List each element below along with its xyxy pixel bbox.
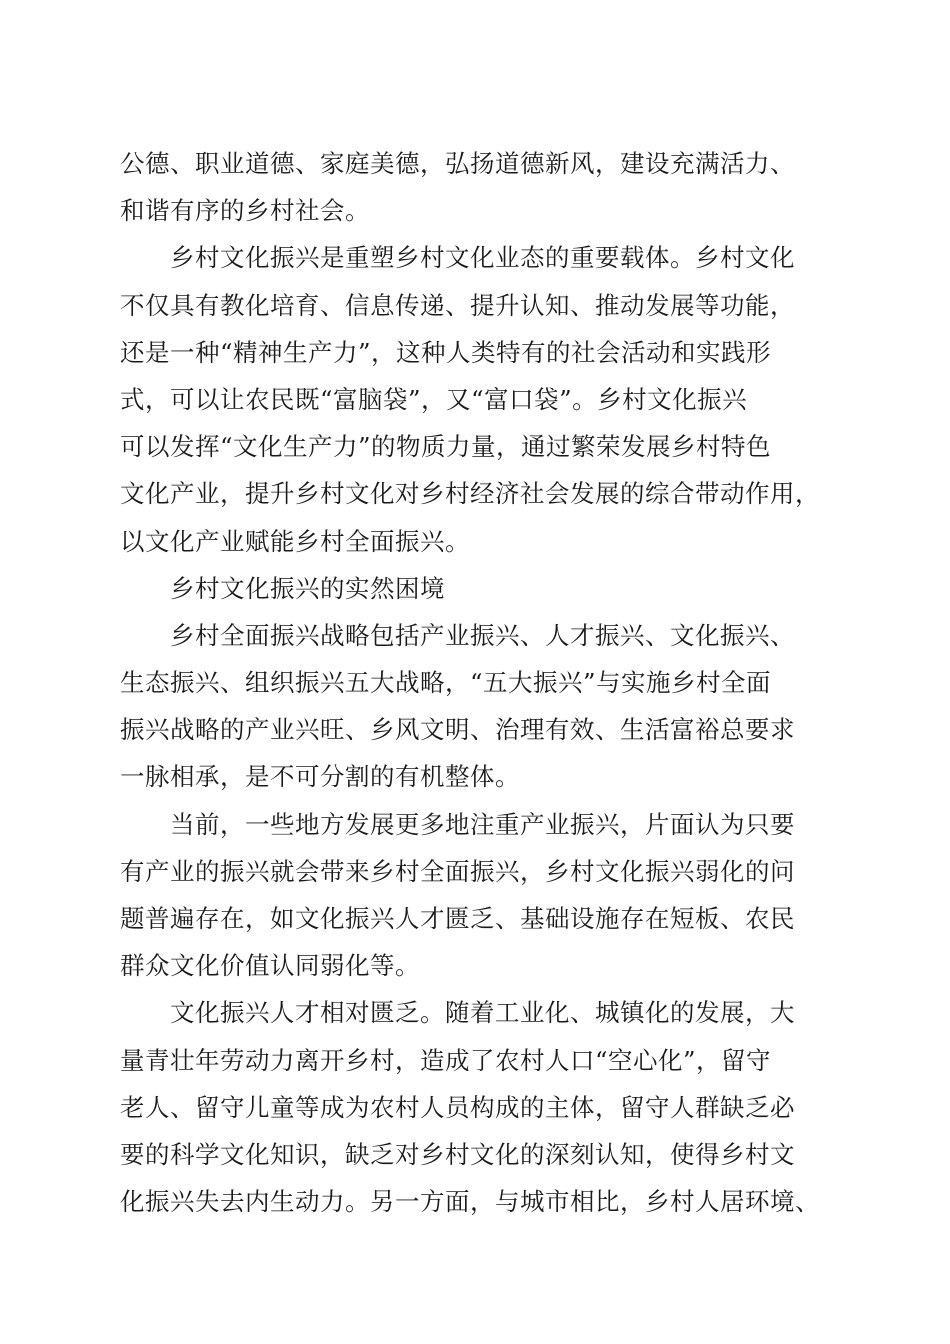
text-line: 老人、留守儿童等成为农村人员构成的主体，留守人群缺乏必 xyxy=(120,1092,795,1122)
text-line: 量青壮年劳动力离开乡村，造成了农村人口“空心化”，留守 xyxy=(120,1045,772,1075)
text-line: 乡村全面振兴战略包括产业振兴、人才振兴、文化振兴、 xyxy=(170,620,795,650)
text-line: 有产业的振兴就会带来乡村全面振兴，乡村文化振兴弱化的问 xyxy=(120,856,795,886)
text-line: 群众文化价值认同弱化等。 xyxy=(120,951,420,981)
text-line: 公德、职业道德、家庭美德，弘扬道德新风，建设充满活力、 xyxy=(120,149,795,178)
text-line: 文化产业，提升乡村文化对乡村经济社会发展的综合带动作用， xyxy=(120,479,820,509)
text-line: 还是一种“精神生产力”，这种人类特有的社会活动和实践形 xyxy=(120,337,772,367)
text-line: 和谐有序的乡村社会。 xyxy=(120,196,370,226)
heading-text: 乡村文化振兴的实然困境 xyxy=(170,573,445,603)
text-line: 乡村文化振兴是重塑乡村文化业态的重要载体。乡村文化 xyxy=(170,243,795,273)
paragraph-2 xyxy=(120,234,830,564)
text-line: 题普遍存在，如文化振兴人才匮乏、基础设施存在短板、农民 xyxy=(120,904,795,933)
text-line: 不仅具有教化培育、信息传递、提升认知、推动发展等功能， xyxy=(120,290,795,320)
paragraph-1 xyxy=(120,140,830,234)
paragraph-4 xyxy=(120,612,830,801)
text-line: 生态振兴、组织振兴五大战略，“五大振兴”与实施乡村全面 xyxy=(120,668,772,698)
section-heading xyxy=(120,565,830,612)
text-line: 当前，一些地方发展更多地注重产业振兴，片面认为只要 xyxy=(170,809,795,839)
text-line: 化振兴失去内生动力。另一方面，与城市相比，乡村人居环境、 xyxy=(120,1187,820,1217)
text-line: 以文化产业赋能乡村全面振兴。 xyxy=(120,526,470,556)
text-line: 振兴战略的产业兴旺、乡风文明、治理有效、生活富裕总要求 xyxy=(120,715,795,745)
text-line: 要的科学文化知识，缺乏对乡村文化的深刻认知，使得乡村文 xyxy=(120,1139,795,1169)
paragraph-5 xyxy=(120,801,830,990)
text-line: 文化振兴人才相对匮乏。随着工业化、城镇化的发展，大 xyxy=(170,998,795,1028)
text-line: 可以发挥“文化生产力”的物质力量，通过繁荣发展乡村特色 xyxy=(120,432,772,462)
text-line: 式，可以让农民既“富脑袋”，又“富口袋”。乡村文化振兴 xyxy=(120,384,748,414)
paragraph-6 xyxy=(120,989,830,1225)
document-body xyxy=(120,140,830,1225)
text-line: 一脉相承，是不可分割的有机整体。 xyxy=(120,762,520,792)
